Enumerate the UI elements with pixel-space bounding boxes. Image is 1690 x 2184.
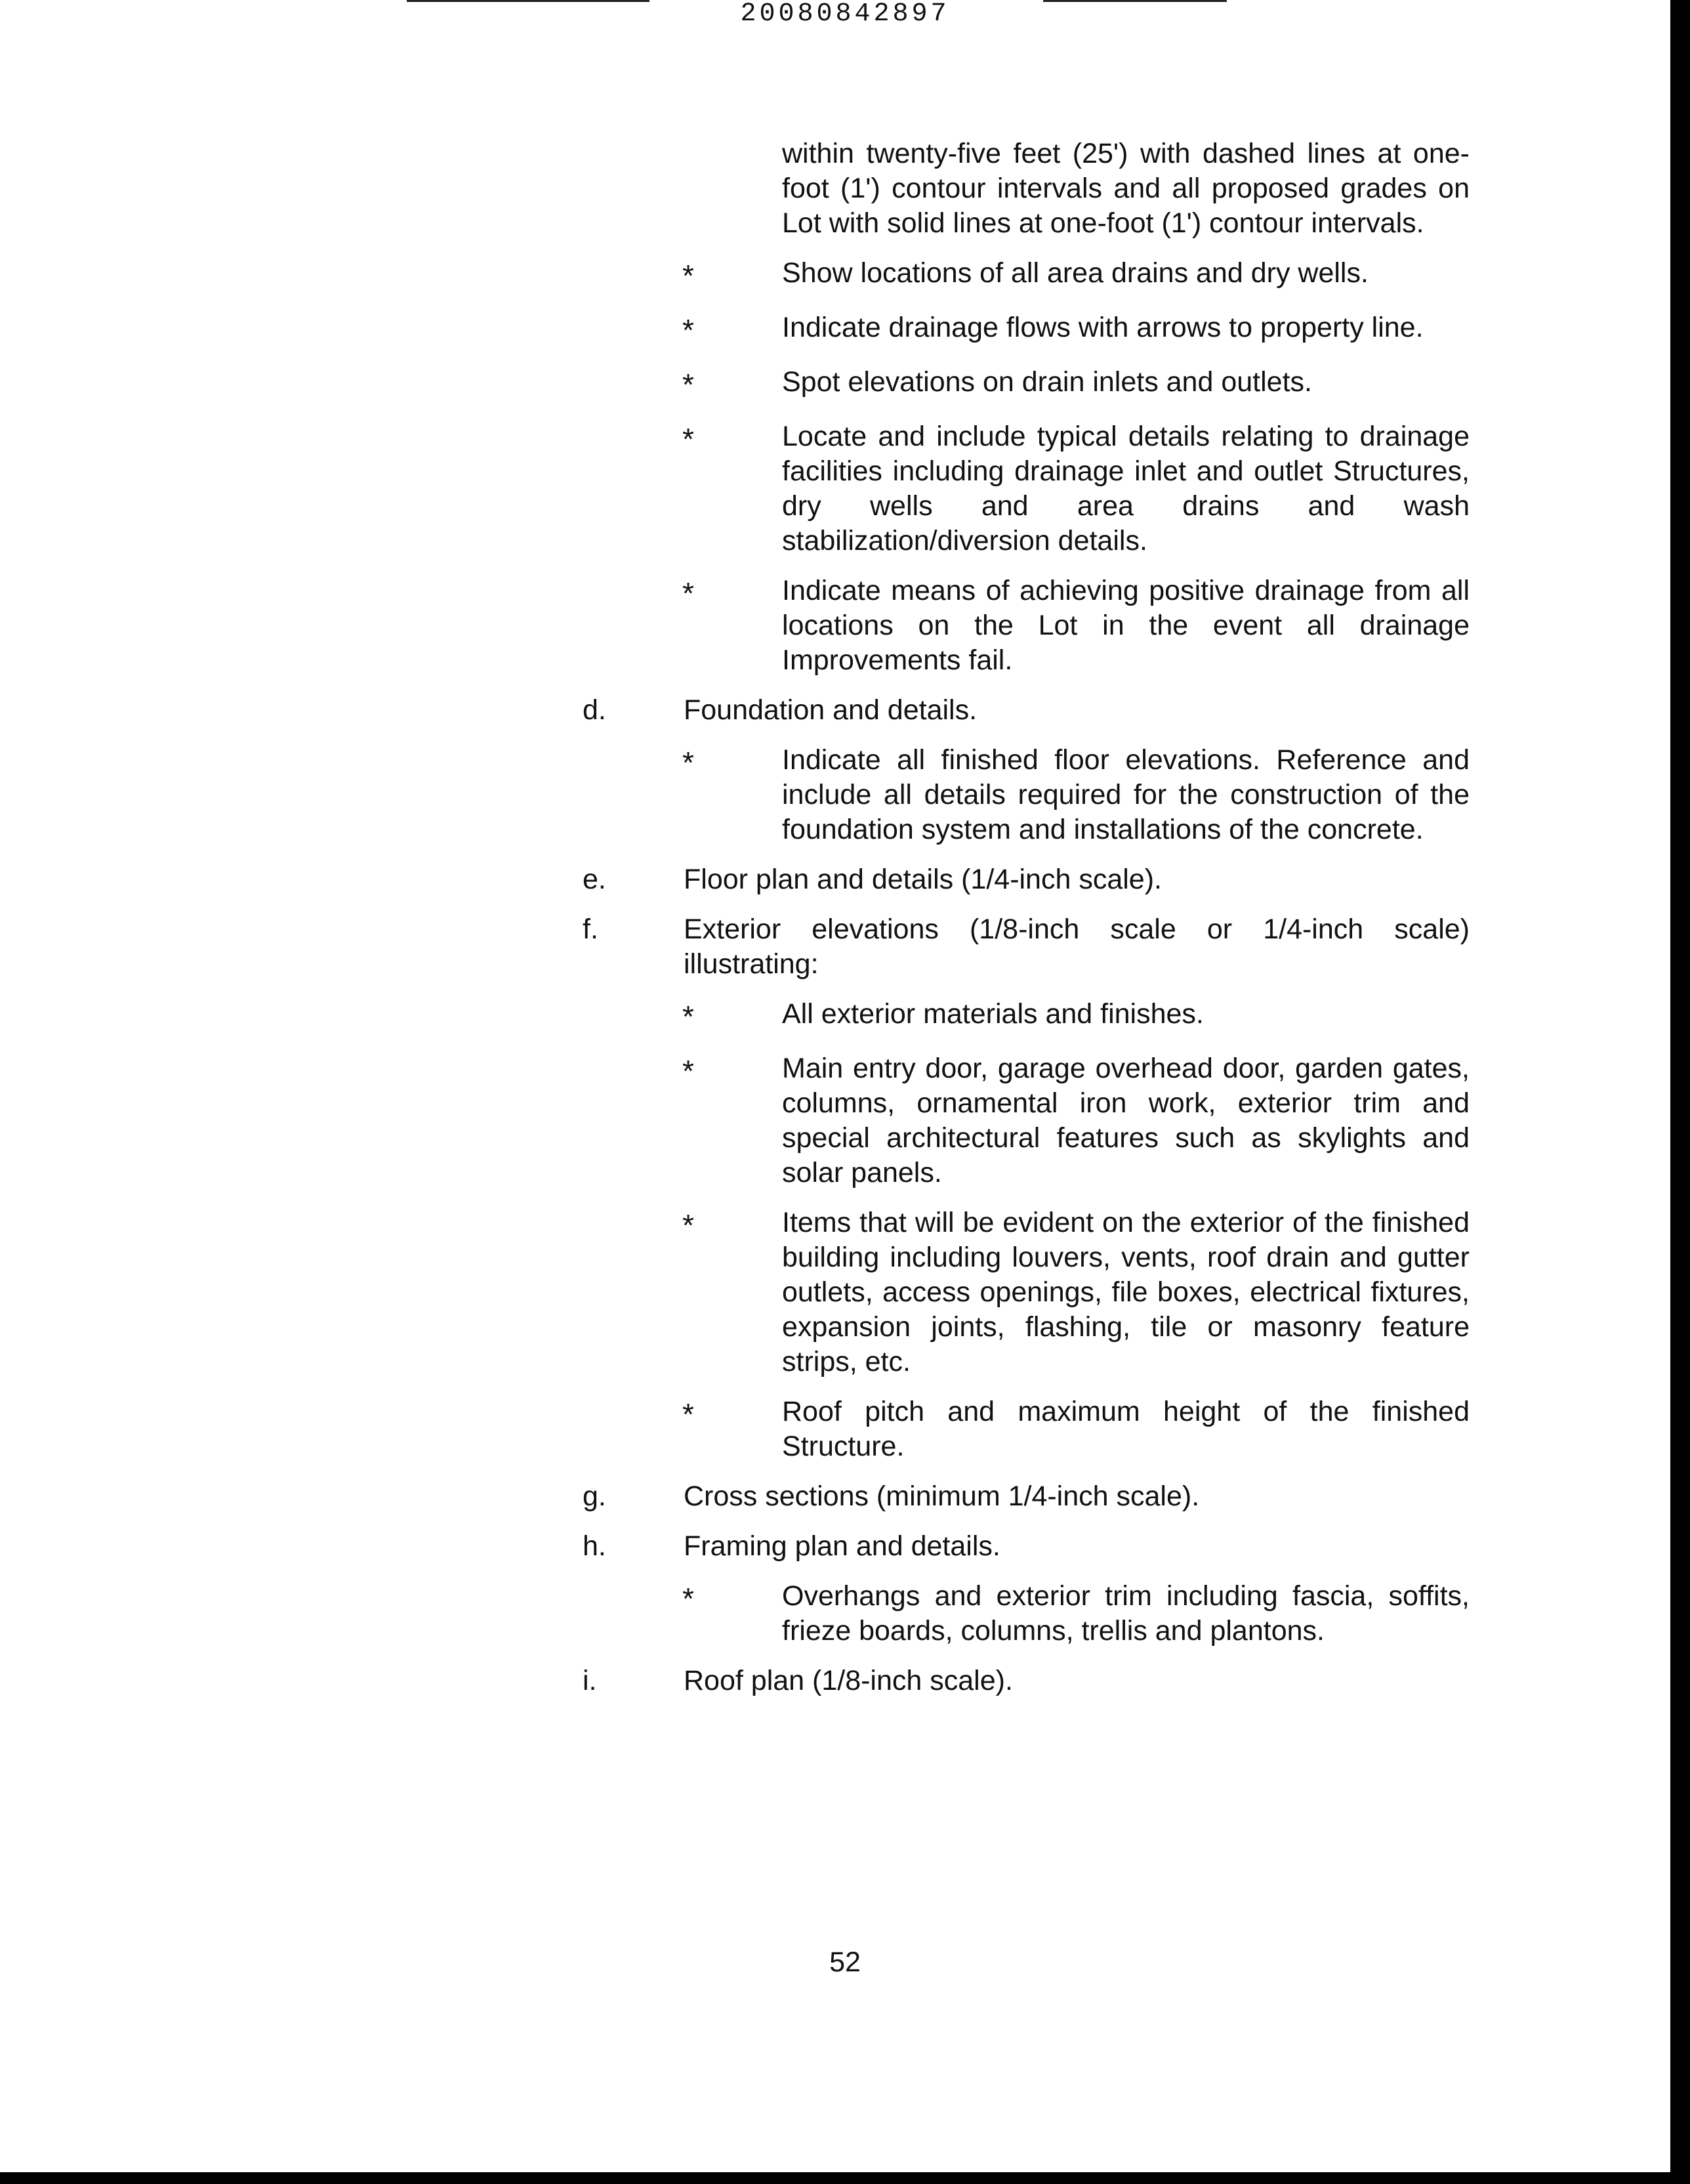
bullet-item [682, 574, 1470, 678]
bullet-item [682, 419, 1470, 558]
bullet-text: Locate and include typical details relating to drainage facilities including drainage inlet and outlet Structures, dry wells and area drains and wash stabilization/diversion details. [782, 421, 1470, 556]
bullet-star: * [682, 1397, 694, 1431]
bullet-item [682, 1051, 1470, 1190]
bullet-text: All exterior materials and finishes. [782, 998, 1204, 1030]
bullet-text: Items that will be evident on the exterior of the finished building including louvers, vents, roof drain and gutter outlets, access openings, file boxes, electrical fixtures, expansion joints, flashing, tile or masonry feature strips, etc. [782, 1207, 1470, 1377]
bullet-star: * [682, 259, 694, 293]
bullet-star: * [682, 746, 694, 780]
list-blocks [0, 256, 1690, 1698]
bullet-text: Indicate drainage flows with arrows to property line. [782, 312, 1424, 343]
bullet-star: * [682, 313, 694, 347]
bullet-item [682, 1395, 1470, 1464]
bullet-item [682, 1206, 1470, 1379]
lettered-item [583, 1479, 1470, 1514]
lettered-item [583, 862, 1470, 897]
item-letter: d. [583, 694, 606, 726]
document-number: 20080842897 [740, 0, 950, 29]
bullet-item [682, 310, 1470, 350]
item-text: Floor plan and details (1/4-inch scale). [684, 864, 1162, 895]
lettered-item [583, 912, 1470, 982]
continuation-paragraph: within twenty-five feet (25') with dashed lines at one-foot (1') contour intervals and all proposed grades on Lot with solid lines at one-foot (1') contour intervals. [782, 138, 1470, 239]
bullet-star: * [682, 1582, 694, 1616]
bullet-text: Indicate means of achieving positive drainage from all locations on the Lot in the event all drainage Improvements fail. [782, 575, 1470, 676]
bullet-item [682, 1579, 1470, 1648]
page-number: 52 [829, 1946, 861, 1978]
bullet-star: * [682, 1054, 694, 1088]
item-letter: f. [583, 914, 598, 945]
bullet-text: Main entry door, garage overhead door, garden gates, columns, ornamental iron work, exterior trim and special architectural features such as skylights and solar panels. [782, 1053, 1470, 1188]
bullet-item [682, 997, 1470, 1036]
bullet-star: * [682, 576, 694, 610]
bullet-text: Show locations of all area drains and dry wells. [782, 257, 1369, 289]
item-text: Roof plan (1/8-inch scale). [684, 1665, 1013, 1696]
item-letter: i. [583, 1665, 597, 1696]
bullet-item [682, 743, 1470, 847]
item-letter: h. [583, 1530, 606, 1562]
bullet-item [682, 365, 1470, 404]
item-letter: g. [583, 1480, 606, 1512]
lettered-item [583, 1529, 1470, 1564]
bullet-text: Roof pitch and maximum height of the finished Structure. [782, 1396, 1470, 1462]
page-content [0, 136, 1690, 1713]
item-text: Foundation and details. [684, 694, 978, 726]
scan-border-right [1670, 0, 1690, 2184]
bullet-item [682, 256, 1470, 295]
bullet-star: * [682, 368, 694, 402]
lettered-item [583, 693, 1470, 728]
item-letter: e. [583, 864, 606, 895]
item-text: Exterior elevations (1/8-inch scale or 1/4-inch scale) illustrating: [684, 914, 1470, 980]
lettered-item [583, 1664, 1470, 1698]
scan-border-bottom [0, 2172, 1690, 2184]
bullet-text: Overhangs and exterior trim including fascia, soffits, frieze boards, columns, trellis and plantons. [782, 1580, 1470, 1647]
bullet-text: Spot elevations on drain inlets and outlets. [782, 366, 1312, 398]
bullet-star: * [682, 999, 694, 1034]
bullet-star: * [682, 1208, 694, 1242]
bullet-star: * [682, 422, 694, 456]
bullet-text: Indicate all finished floor elevations. Reference and include all details required for the construction of the foundation system and installations of the concrete. [782, 744, 1470, 845]
item-text: Cross sections (minimum 1/4-inch scale). [684, 1480, 1200, 1512]
item-text: Framing plan and details. [684, 1530, 1000, 1562]
